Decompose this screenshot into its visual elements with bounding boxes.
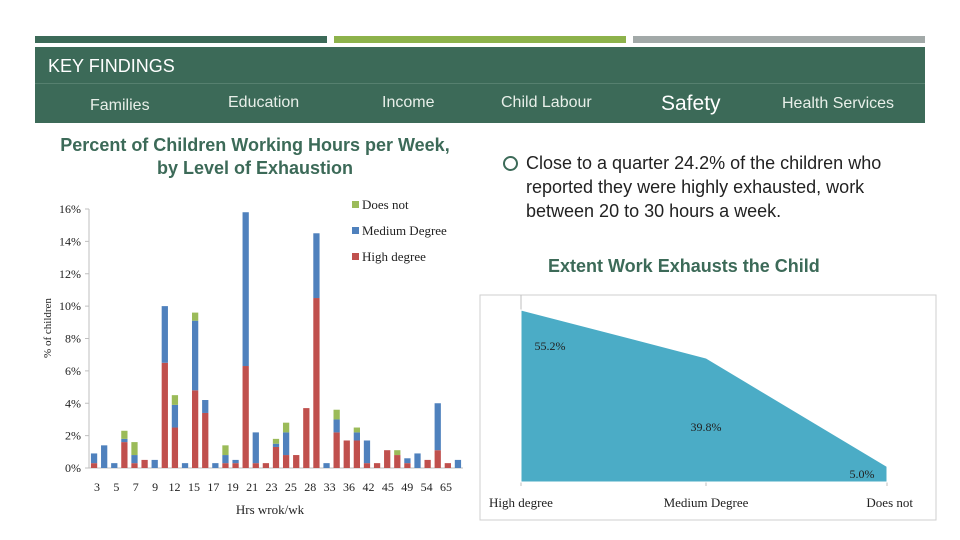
bar-segment bbox=[354, 428, 360, 433]
bar-segment bbox=[222, 445, 228, 455]
bar-segment bbox=[131, 463, 137, 468]
bar-segment bbox=[232, 463, 238, 468]
bar-segment bbox=[323, 463, 329, 468]
bar-xtick-label: 36 bbox=[343, 480, 356, 494]
bar-segment bbox=[293, 455, 299, 468]
bar-segment bbox=[222, 463, 228, 468]
bar-xtick-label: 49 bbox=[401, 480, 414, 494]
bar-segment bbox=[354, 440, 360, 468]
tab-safety[interactable]: Safety bbox=[661, 92, 721, 115]
bar-segment bbox=[273, 439, 279, 444]
bar-segment bbox=[283, 423, 289, 433]
bar-xtick-label: 25 bbox=[284, 480, 297, 494]
bar-segment bbox=[283, 455, 289, 468]
bar-segment bbox=[404, 463, 410, 468]
bar-ytick-label: 4% bbox=[65, 396, 81, 411]
bar-segment bbox=[344, 440, 350, 468]
accent-bar-green-light bbox=[334, 36, 626, 43]
accent-bar-gray bbox=[633, 36, 925, 43]
legend-label-does-not: Does not bbox=[362, 197, 409, 212]
bar-xtick-label: 12 bbox=[168, 480, 181, 494]
bar-xtick-label: 42 bbox=[362, 480, 375, 494]
bar-segment bbox=[435, 450, 441, 468]
bar-segment bbox=[91, 463, 97, 468]
bar-chart-legend bbox=[352, 197, 447, 264]
bar-ytick-label: 0% bbox=[65, 461, 81, 475]
bar-segment bbox=[364, 440, 370, 463]
key-findings-title: KEY FINDINGS bbox=[48, 56, 175, 76]
bar-segment bbox=[374, 463, 380, 468]
bar-xtick-label: 45 bbox=[381, 480, 394, 494]
bar-segment bbox=[121, 439, 127, 442]
tab-child-labour[interactable]: Child Labour bbox=[501, 94, 592, 111]
bar-ytick-label: 12% bbox=[59, 266, 81, 281]
bar-xtick-label: 33 bbox=[323, 480, 336, 494]
bar-segment bbox=[404, 458, 410, 463]
bar-segment bbox=[273, 447, 279, 468]
header-banner bbox=[35, 47, 925, 123]
bar-segment bbox=[202, 400, 208, 413]
bar-segment bbox=[263, 463, 269, 468]
legend-swatch-medium-degree bbox=[352, 227, 359, 234]
area-data-label: 39.8% bbox=[690, 420, 722, 434]
tab-education[interactable]: Education bbox=[228, 94, 300, 111]
bar-segment bbox=[192, 313, 198, 321]
bar-segment bbox=[192, 321, 198, 391]
bar-segment bbox=[414, 453, 420, 468]
bar-xtick-label: 15 bbox=[187, 480, 200, 494]
bar-segment bbox=[334, 432, 340, 468]
bar-segment bbox=[273, 444, 279, 447]
bar-xtick-label: 17 bbox=[207, 480, 220, 494]
bar-segment bbox=[313, 233, 319, 298]
legend-label-high-degree: High degree bbox=[362, 249, 426, 264]
area-category-label: High degree bbox=[489, 495, 553, 510]
area-chart bbox=[470, 285, 950, 530]
bar-ytick-label: 16% bbox=[59, 202, 81, 216]
bar-chart-ylabel: % of children bbox=[42, 298, 54, 358]
bar-segment bbox=[243, 212, 249, 366]
bar-chart bbox=[0, 180, 470, 520]
bar-segment bbox=[172, 428, 178, 468]
bar-segment bbox=[202, 413, 208, 468]
bar-segment bbox=[435, 403, 441, 450]
bullet-text: Close to a quarter 24.2% of the children who reported they were highly exhausted, work between 20 to 30 hours a week. bbox=[526, 153, 882, 221]
header-divider bbox=[35, 83, 925, 84]
bar-segment bbox=[91, 453, 97, 463]
bar-segment bbox=[121, 442, 127, 468]
bar-segment bbox=[192, 390, 198, 468]
bar-segment bbox=[162, 363, 168, 468]
bar-segment bbox=[101, 445, 107, 468]
area-chart-title: Extent Work Exhausts the Child bbox=[548, 256, 820, 276]
bar-segment bbox=[394, 455, 400, 468]
bar-segment bbox=[141, 460, 147, 468]
bar-segment bbox=[303, 408, 309, 468]
bar-segment bbox=[131, 442, 137, 455]
area-category-label: Medium Degree bbox=[663, 495, 749, 510]
bar-segment bbox=[445, 463, 451, 468]
bar-ytick-label: 10% bbox=[59, 299, 81, 314]
bar-segment bbox=[121, 431, 127, 439]
bar-chart-title: Percent of Children Working Hours per Week, by Level of Exhaustion bbox=[60, 135, 450, 178]
bar-segment bbox=[172, 405, 178, 428]
bar-ytick-label: 14% bbox=[59, 234, 81, 249]
bar-segment bbox=[313, 298, 319, 468]
bar-ytick-label: 6% bbox=[65, 363, 81, 378]
accent-bar-green-dark bbox=[35, 36, 327, 43]
bar-xtick-label: 5 bbox=[113, 480, 120, 494]
bar-segment bbox=[172, 395, 178, 405]
bar-segment bbox=[131, 455, 137, 463]
bar-segment bbox=[152, 460, 158, 468]
bar-segment bbox=[222, 455, 228, 463]
bar-xtick-label: 19 bbox=[226, 480, 239, 494]
bar-segment bbox=[334, 419, 340, 432]
bullet-circle-icon bbox=[503, 156, 518, 171]
area-series bbox=[521, 310, 887, 482]
bar-xtick-label: 65 bbox=[440, 480, 452, 494]
area-category-label: Does not bbox=[866, 495, 913, 510]
bar-segment bbox=[243, 366, 249, 468]
bar-segment bbox=[162, 306, 168, 363]
bar-segment bbox=[212, 463, 218, 468]
bar-segment bbox=[253, 463, 259, 468]
tab-families[interactable]: Families bbox=[90, 97, 150, 114]
bar-ytick-label: 8% bbox=[65, 331, 81, 346]
tab-health-services[interactable]: Health Services bbox=[782, 95, 895, 112]
tab-income[interactable]: Income bbox=[382, 94, 435, 111]
bar-segment bbox=[455, 460, 461, 468]
legend-swatch-high-degree bbox=[352, 253, 359, 260]
bar-segment bbox=[111, 463, 117, 468]
area-data-label: 5.0% bbox=[849, 467, 875, 481]
bar-segment bbox=[283, 432, 289, 455]
bar-segment bbox=[364, 463, 370, 468]
bar-segment bbox=[384, 450, 390, 468]
bar-xtick-label: 3 bbox=[94, 480, 100, 494]
bar-xtick-label: 28 bbox=[304, 480, 317, 494]
bar-chart-axes bbox=[59, 202, 463, 494]
legend-swatch-does-not bbox=[352, 201, 359, 208]
bar-segment bbox=[334, 410, 340, 420]
bar-xtick-label: 9 bbox=[152, 480, 159, 494]
bar-segment bbox=[253, 432, 259, 463]
bar-segment bbox=[182, 463, 188, 468]
bar-segment bbox=[354, 432, 360, 440]
bar-xtick-label: 23 bbox=[265, 480, 278, 494]
legend-label-medium-degree: Medium Degree bbox=[362, 223, 447, 238]
bar-segment bbox=[424, 460, 430, 468]
bar-xtick-label: 7 bbox=[132, 480, 139, 494]
bar-segment bbox=[232, 460, 238, 463]
bar-chart-xlabel: Hrs wrok/wk bbox=[235, 502, 305, 517]
bar-xtick-label: 21 bbox=[246, 480, 259, 494]
area-data-label: 55.2% bbox=[534, 339, 566, 353]
bar-segment bbox=[394, 450, 400, 455]
bar-ytick-label: 2% bbox=[65, 428, 81, 443]
bar-xtick-label: 54 bbox=[420, 480, 433, 494]
